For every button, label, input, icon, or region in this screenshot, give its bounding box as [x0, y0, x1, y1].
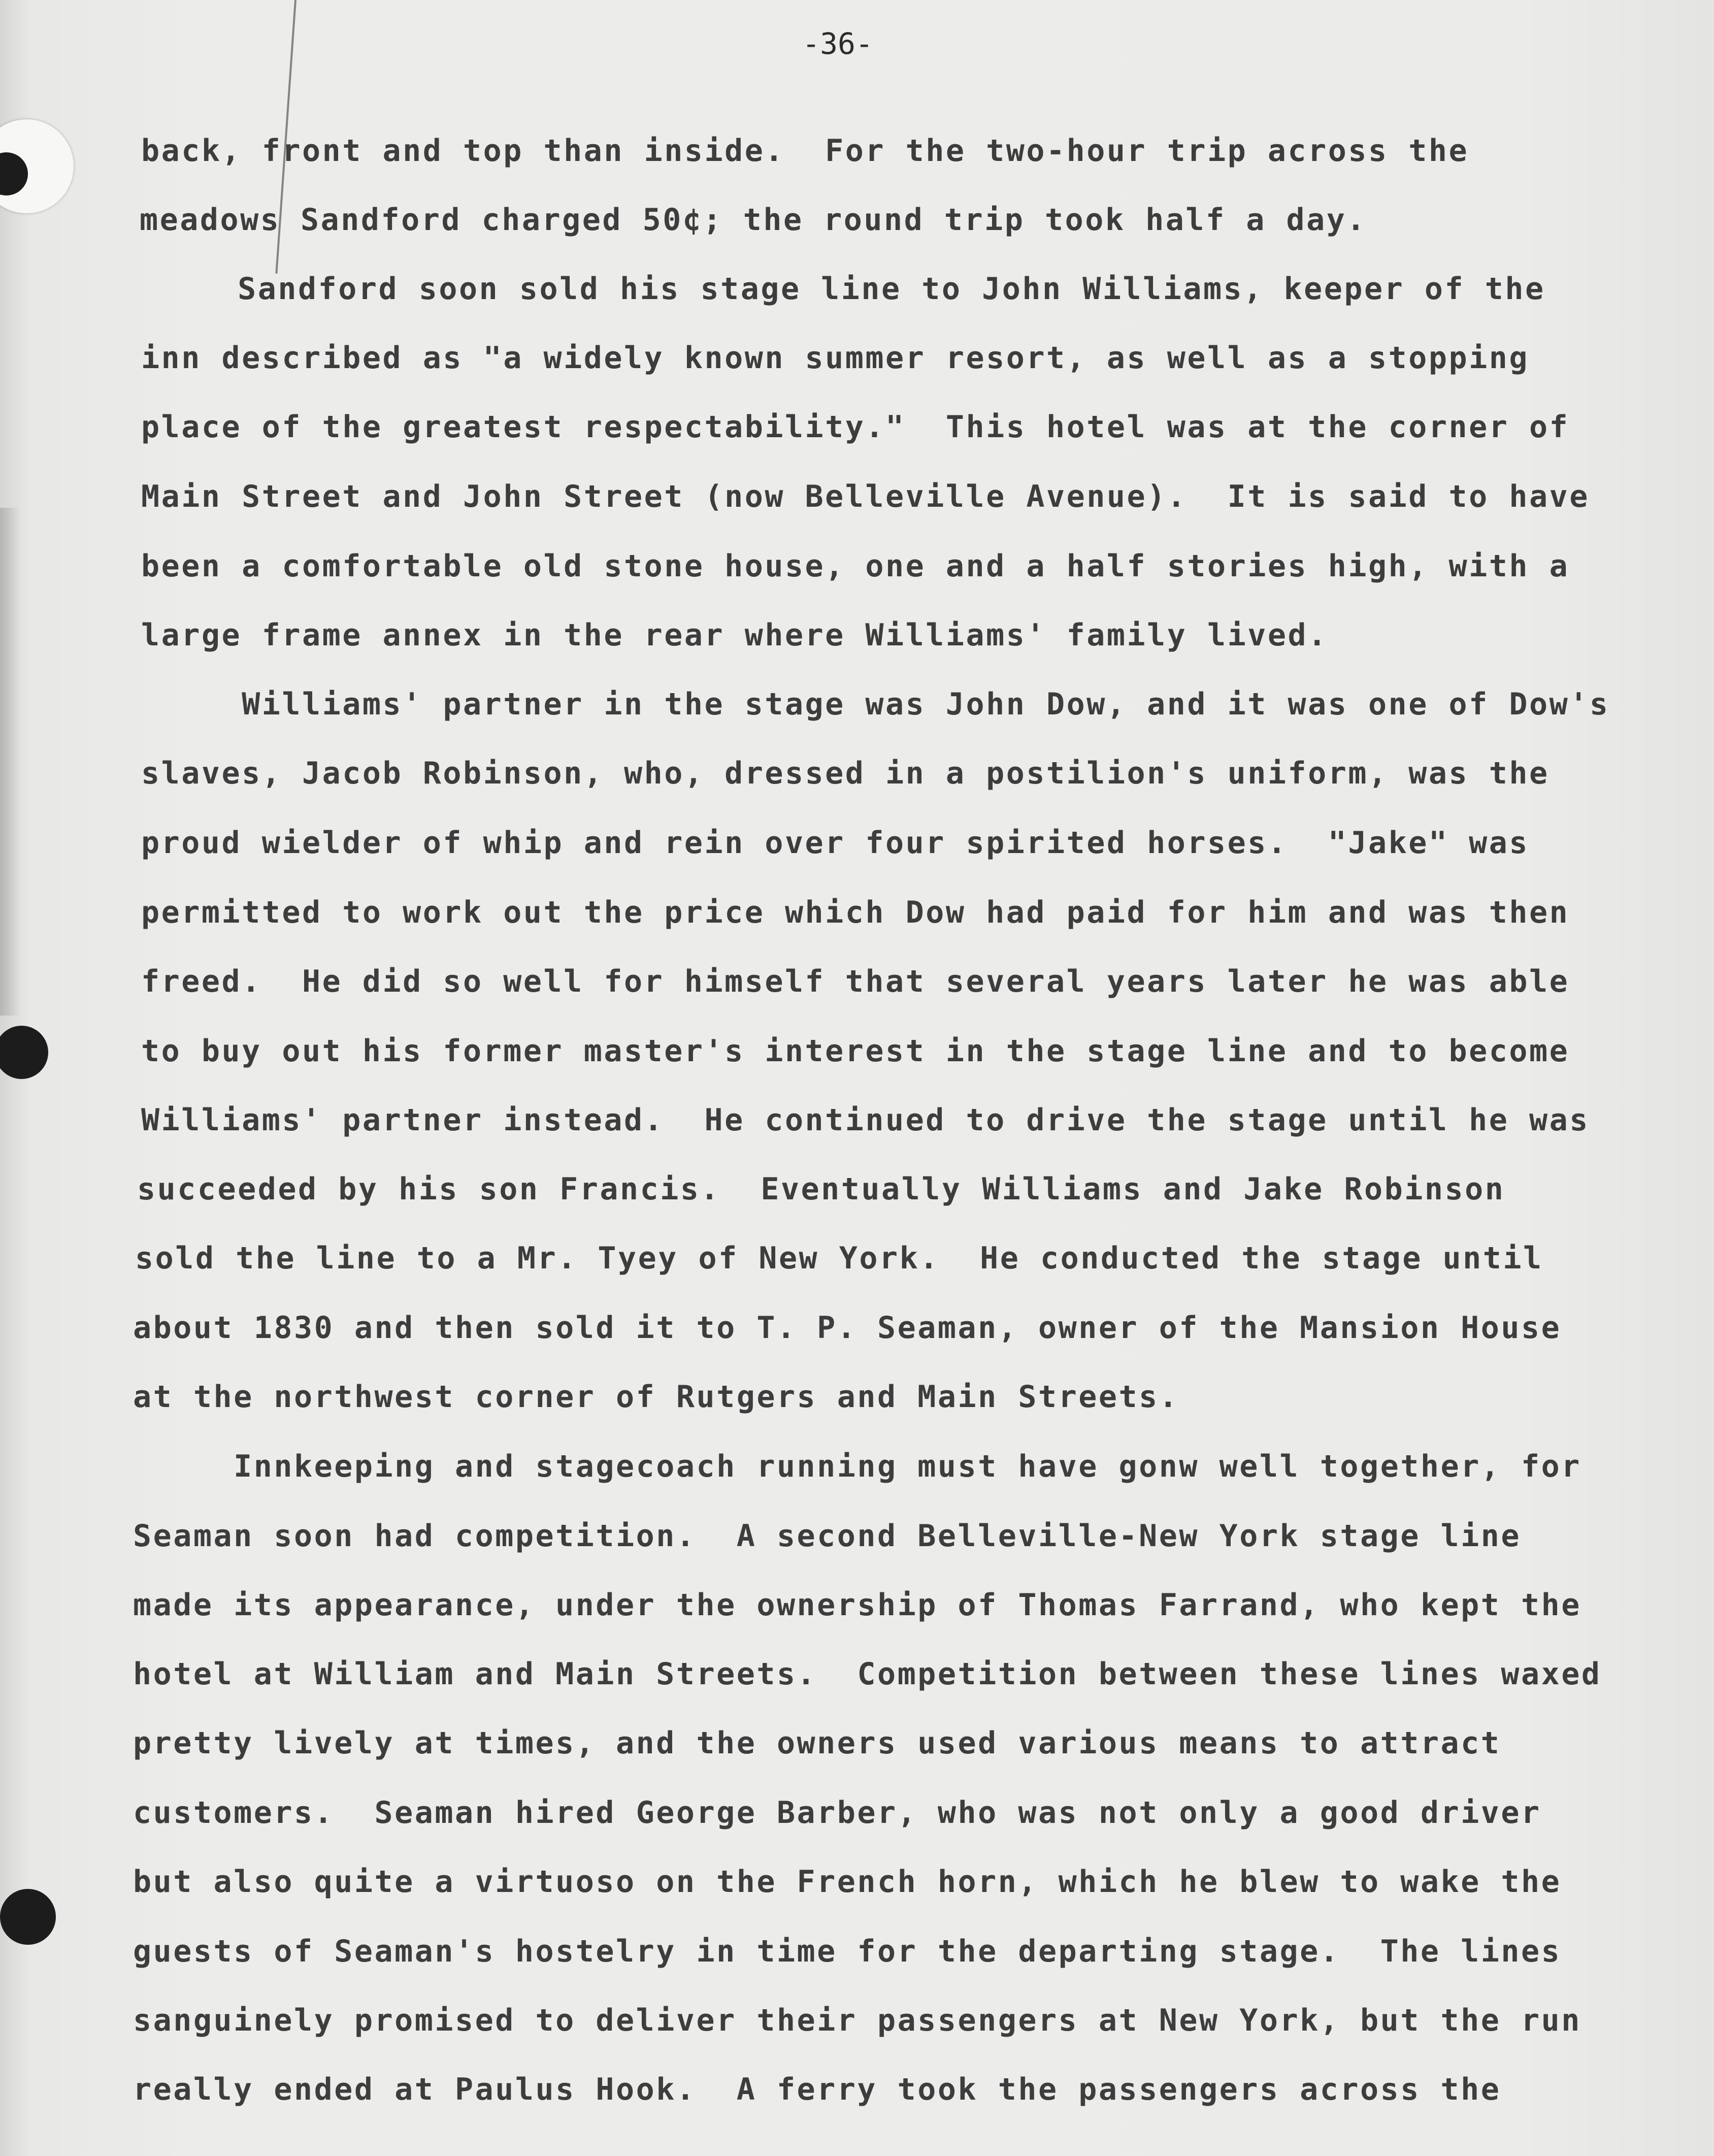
- text-line: really ended at Paulus Hook. A ferry took the passengers across the: [133, 2072, 1501, 2107]
- text-line: permitted to work out the price which Dow had paid for him and was then: [141, 895, 1570, 930]
- text-line: inn described as "a widely known summer resort, as well as a stopping: [141, 340, 1529, 376]
- punch-hole-middle: [0, 1026, 48, 1079]
- text-line: back, front and top than inside. For the two-hour trip across the: [141, 133, 1469, 169]
- text-line: meadows Sandford charged 50¢; the round trip took half a day.: [140, 202, 1367, 238]
- text-line: at the northwest corner of Rutgers and Main Streets.: [133, 1379, 1179, 1415]
- text-line: Sandford soon sold his stage line to John Williams, keeper of the: [137, 271, 1545, 307]
- text-line: about 1830 and then sold it to T. P. Seaman, owner of the Mansion House: [133, 1310, 1562, 1346]
- page-number: -36-: [802, 26, 873, 61]
- text-line: customers. Seaman hired George Barber, who was not only a good driver: [133, 1795, 1541, 1831]
- text-line: sold the line to a Mr. Tyey of New York. He conducted the stage until: [135, 1240, 1543, 1276]
- text-line: hotel at William and Main Streets. Competition between these lines waxed: [133, 1656, 1602, 1692]
- text-line: large frame annex in the rear where Williams' family lived.: [141, 617, 1328, 653]
- text-line: guests of Seaman's hostelry in time for the departing stage. The lines: [133, 1934, 1562, 1969]
- text-line: Seaman soon had competition. A second Belleville-New York stage line: [133, 1518, 1521, 1554]
- text-line: sanguinely promised to deliver their passengers at New York, but the run: [133, 2003, 1581, 2038]
- text-line: to buy out his former master's interest in the stage line and to become: [141, 1033, 1570, 1069]
- punch-hole-bottom: [0, 1889, 56, 1945]
- text-line: been a comfortable old stone house, one and a half stories high, with a: [141, 548, 1570, 584]
- text-line: pretty lively at times, and the owners used various means to attract: [133, 1725, 1501, 1761]
- text-line: slaves, Jacob Robinson, who, dressed in a postilion's uniform, was the: [141, 756, 1550, 791]
- text-line: Innkeeping and stagecoach running must have gonw well together, for: [133, 1449, 1581, 1484]
- text-line: place of the greatest respectability." This hotel was at the corner of: [141, 409, 1570, 445]
- text-line: freed. He did so well for himself that several years later he was able: [141, 964, 1570, 999]
- page-edge-shadow: [0, 508, 20, 1016]
- text-line: Williams' partner instead. He continued to drive the stage until he was: [141, 1102, 1590, 1138]
- text-line: but also quite a virtuoso on the French horn, which he blew to wake the: [133, 1864, 1562, 1900]
- text-line: proud wielder of whip and rein over four spirited horses. "Jake" was: [141, 825, 1529, 861]
- text-line: made its appearance, under the ownership of Thomas Farrand, who kept the: [133, 1587, 1581, 1623]
- text-line: Main Street and John Street (now Belleville Avenue). It is said to have: [141, 479, 1590, 514]
- text-line: Williams' partner in the stage was John Dow, and it was one of Dow's: [141, 687, 1610, 722]
- text-line: succeeded by his son Francis. Eventually Williams and Jake Robinson: [137, 1171, 1505, 1207]
